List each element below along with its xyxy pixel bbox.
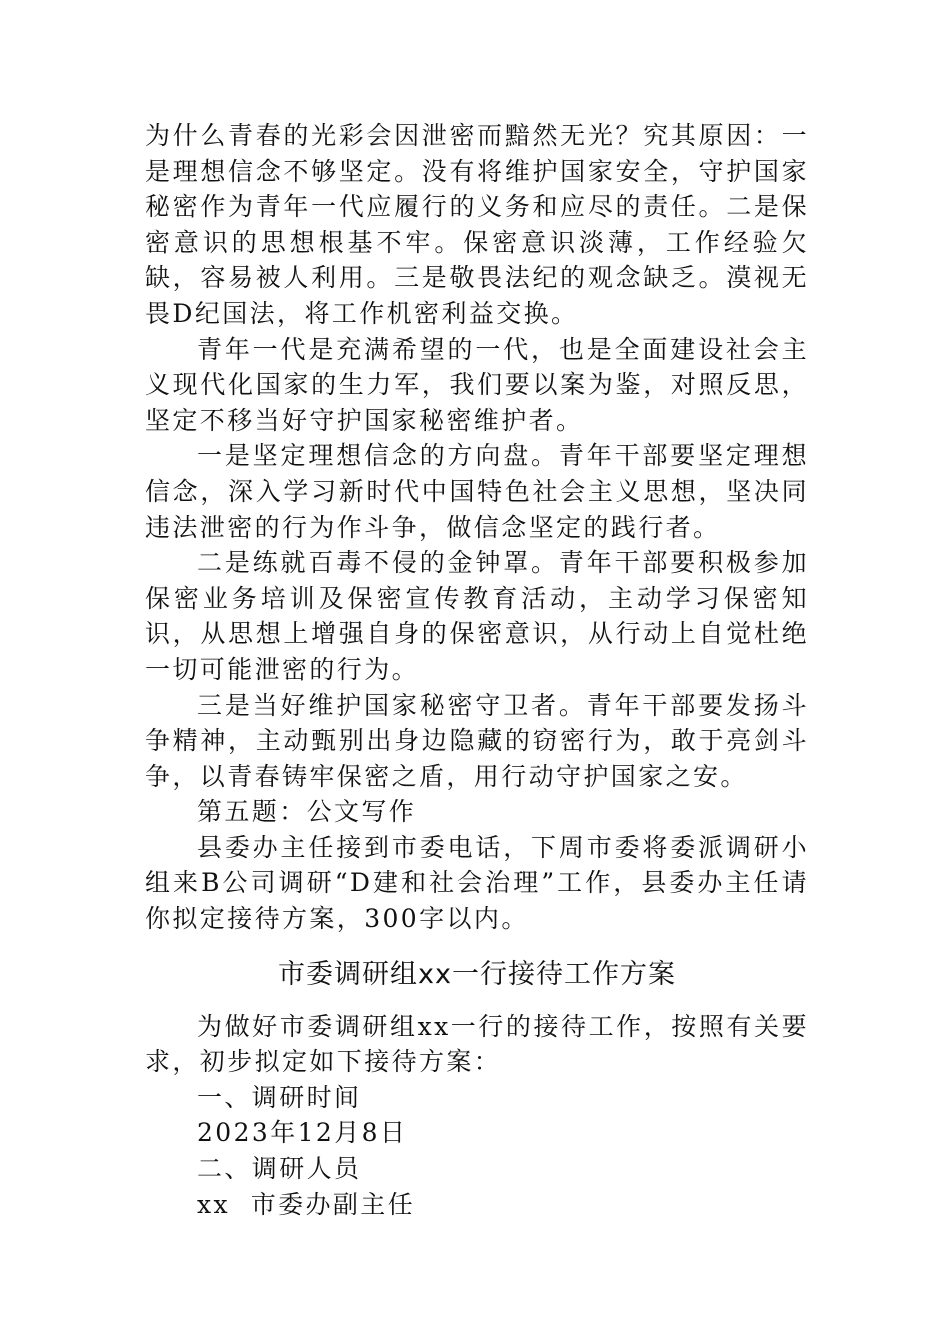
question-heading: 第五题：公文写作 (197, 797, 417, 827)
plan-section-people-heading: 二、调研人员 (197, 1154, 362, 1184)
body-paragraph-youth: 青年一代是充满希望的一代，也是全面建设社会主义现代化国家的生力军，我们要以案为鉴，对照反思，坚定不移当好守护国家秘密维护者。 (145, 334, 809, 435)
body-paragraph-point-two: 二是练就百毒不侵的金钟罩。青年干部要积极参加保密业务培训及保密宣传教育活动，主动学习保密知识，从思想上增强自身的保密意识，从行动上自觉杜绝一切可能泄密的行为。 (145, 548, 809, 684)
body-paragraph-point-three: 三是当好维护国家秘密守卫者。青年干部要发扬斗争精神，主动甄别出身边隐藏的窃密行为，敢于亮剑斗争，以青春铸牢保密之盾，用行动守护国家之安。 (145, 690, 809, 791)
plan-title: 市委调研组xx一行接待工作方案 (278, 958, 676, 990)
plan-section-people-value: xx 市委办副主任 (197, 1189, 416, 1219)
plan-section-time-value: 2023年12月8日 (197, 1118, 408, 1148)
plan-section-time-heading: 一、调研时间 (197, 1082, 362, 1112)
plan-intro: 为做好市委调研组xx一行的接待工作，按照有关要求，初步拟定如下接待方案： (145, 1011, 809, 1077)
question-prompt: 县委办主任接到市委电话，下周市委将委派调研小组来B公司调研“D建和社会治理”工作，县委办主任请你拟定接待方案，300字以内。 (145, 832, 809, 934)
body-paragraph-point-one: 一是坚定理想信念的方向盘。青年干部要坚定理想信念，深入学习新时代中国特色社会主义思想，坚决同违法泄密的行为作斗争，做信念坚定的践行者。 (145, 441, 809, 542)
document-page (145, 118, 809, 1222)
body-paragraph-reasons: 为什么青春的光彩会因泄密而黯然无光？究其原因：一是理想信念不够坚定。没有将维护国家安全，守护国家秘密作为青年一代应履行的义务和应尽的责任。二是保密意识的思想根基不牢。保密意识淡薄，工作经验欠缺，容易被人利用。三是敬畏法纪的观念缺乏。漠视无畏D纪国法，将工作机密利益交换。 (145, 121, 809, 328)
